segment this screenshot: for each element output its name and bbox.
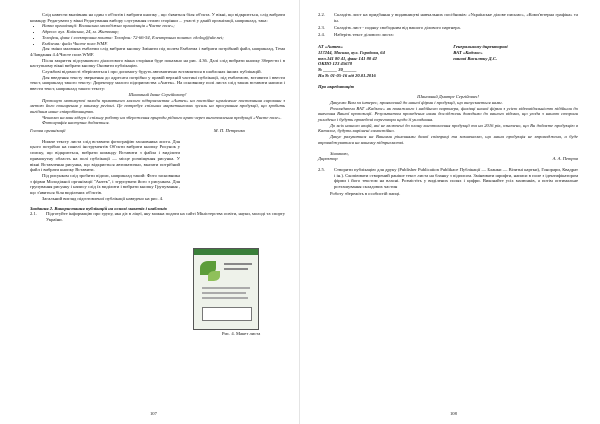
recipient-block <box>453 44 578 67</box>
task-text: Підготуйте інформацію про групу, яка діє в ліцеї, яку можна подати на сайті Міністерства освіти, науки, молоді та спорту України. <box>46 211 285 222</box>
task-item <box>318 12 578 23</box>
salutation: Шановний Дмитре Сергійович! <box>417 94 479 100</box>
text-line <box>224 263 252 265</box>
paragraph: Після закриття підсумкового діалогового вікна сторінки буде показано на рис. 4.36. Далі слід вибрати кнопку Зберегти і в наступному вікні вибрати кнопку Оновити публікацію. <box>30 57 285 69</box>
task-text: Складіть лист на придбання у видавництві навчальних посібників: «Українське ділове письмо», «Комп'ютерна графіка» та ін. <box>334 12 578 23</box>
signer-role: Голова організації <box>30 128 66 134</box>
figure-caption: Рис. 4. Макет листа <box>222 331 261 336</box>
director-role: Директор <box>318 156 338 162</box>
letter-paragraph: Дякує рахуватися на Вашими рішеннями даної співпраці та зазначаємо, що наша продукція не впроваджена, а буде впроваджуватися на вашому підприємстві. <box>318 134 578 145</box>
task-number: 2.4. <box>318 32 325 38</box>
recipient-line: панові Василюку Д.С. <box>453 55 498 61</box>
letter-paragraph: До всіх нашого акцій, які не включені до плану виготовлення продукції та на 2016 рік, означено, що Ви додаєте продукцію в Каталог, будуть вирішені самостійно. <box>318 122 578 134</box>
text-line <box>202 297 248 299</box>
paragraph: Під рисунком слід зробити підпис, наприклад такий: Фото засновника з фірми Молодіжної організації "Антек", і згрупувати його з рисунком. Для групування рисунку і напису слід їх виділити і вибрати кнопку Групування , що з'явиться біля виділених об'єктів. <box>30 172 180 196</box>
reference-line: На № 01-05-16 від 20.01.2016 <box>318 72 376 78</box>
letter-layout-figure <box>193 248 259 330</box>
recipient-line: Генеральному директорові <box>453 44 508 50</box>
text-line <box>202 287 250 289</box>
task-title: Завдання 2. Використання публікацій на основі макетів і шаблонів <box>30 205 167 211</box>
task-text: Складіть лист - подяку свободним від вашого ділового партнера. <box>334 24 461 30</box>
letter-paragraph: Розглядаючи ВАТ «Кадмос» як поважного і надійного партнера, фахівці нашої фірми з усією відповідальністю підійшли до вивчення Вашої пропозиції. Результатом проведених нами досліджень доводимо до вашого відома, що угода з нашою сторони укладена і будуть проведені переговори щодо її укладання. <box>318 105 578 123</box>
list-item: • Емблема: файл Чисте поле.WMF. <box>42 41 285 47</box>
page-number: 108 <box>450 411 457 416</box>
director-name: А. А. Петров <box>552 156 578 162</box>
sender-line: тел.141 80 41, факс 141 80 42 <box>318 55 377 61</box>
paragraph: Для зміни малюнка емблеми слід вибрати кнопку Змінити під полем Емблема і вибрати потрібний файл, наприклад, Тема 4/Завдання 4.4/Чисте поле.WMF. <box>30 46 285 57</box>
task-item <box>318 25 578 31</box>
list-item: • Телефон, факс і електронна пошта: Телефон: 72-66-54, Електронна пошта: ekolog@ukr.net; <box>42 35 285 41</box>
recipient-line: ВАТ «Кадмос» <box>453 50 483 56</box>
paragraph: Слід навести вказівник на один з об'єктів і вибрати кнопку , що з'явиться біля об'єкта. У вікні, що відкриється, слід вибрати команду Редагувати у вікні Редагування вибору слугування стилю сторінки ... участі у даній організації, наприклад, така: <box>30 12 285 23</box>
list-item: • Назва організації: Волинська молодіжна організація «Чисте поле»; <box>42 23 285 29</box>
sender-block <box>318 44 443 67</box>
figure-table <box>202 307 252 321</box>
task-text: Наберіть текст ділового листа: <box>334 32 394 38</box>
sender-line: 117244, Москва, вул. Городова, 64 <box>318 50 385 56</box>
paragraph: Фотографія наступна додається. <box>42 120 110 126</box>
figure-header-bar <box>194 249 258 255</box>
letter-paragraph: Дякуємо Вам за інтерес, проявлений до нашої фірми і продукції, що випускається нами. <box>330 99 503 105</box>
list-item: • Адреса: вул. Київська, 24, м. Житомир; <box>42 29 285 35</box>
paragraph: Службові відомості зберігаються і про допомогу будуть автоматично вставлятися в шаблонах інших публікацій. <box>42 69 262 75</box>
letter-subject: Про акредитацію <box>318 83 355 89</box>
sender-line: АТ «Антек» <box>318 44 343 50</box>
paragraph: Чекаємо на ваш відгук і спільну роботу на збереження природи рідного краю через виготовлення продукції «Чисте поле». <box>42 114 282 120</box>
number-line: № ______ 30______ <box>318 67 357 73</box>
task-text: Створити публікацію для друку (Publisher Publication Publikace Публікації — Бланки — Візитні картки), Гонорари, Квадрат і ін.). Скопіювати створений раніше текст листа на бланку з підписом. Змінювати шрифти, написи в поле з ідентифікатором фірми і його текстом на власні. Розмістіть у виділених полях і цифри. Виконайте усіх малюнків, а потім оптимальне розташування складових частин <box>334 166 578 190</box>
task-item <box>318 32 578 38</box>
paragraph: Загальний вигляд підготовленої публікації наведено на рис. 4. <box>42 195 164 201</box>
paragraph: Роботу збережіть в особистій папці. <box>330 191 401 197</box>
right-page <box>300 0 600 424</box>
task-number: 2.3. <box>318 24 325 30</box>
paragraph: Нижче тексту листа слід вставити фотографію засновника листа. Для цього потрібно на панелі інструментів Об'єкти вибрати кнопку Рисунок у списку, що відкриється, вибрати команду Вставити з файла і виділити прямокутну область на полі публікації — місце розміщення рисунка. У вікні Вставлення рисунка, що відкриється автоматично, вказати потрібний файл і вибрати кнопку Вставити. <box>30 138 180 173</box>
text-line <box>202 292 246 294</box>
sender-line: ОКПО 123 45678 <box>318 61 352 67</box>
text-line <box>224 268 248 270</box>
addressee: Шановний Іване Сергійовичу! <box>128 91 187 97</box>
task-number: 2.5. <box>318 166 325 172</box>
page-number: 107 <box>150 411 157 416</box>
closing: Зіновкою, <box>330 150 349 156</box>
leaf-icon <box>208 271 220 281</box>
task-number: 2.1. <box>30 211 37 217</box>
task-item <box>318 167 578 190</box>
letter-header <box>318 44 578 67</box>
task-item <box>30 211 285 222</box>
org-details-list <box>30 23 285 46</box>
signer-name: М. П. Петренко <box>213 128 245 134</box>
paragraph: Для введення тексту звернення до адресата потрібно у правій верхній частині публікації, під емблемою, вставити і ввести текст, наприклад такого тексту: Директору малого підприємства «Антек». На основному полі листа слід також вставити написи і ввести текст, наприклад такого тексту: <box>30 74 285 92</box>
paragraph: Пропоную мотивуючі заходи приватного малого підприємства «Антек» на постійне щомісячне постачання сировини з метою його поширення у вашому регіоні. Це потребує спільних маркетингових зусиль на просування продукції, що зробить вигідним наше співробітництво. <box>30 97 285 114</box>
task-number: 2.2. <box>318 12 325 17</box>
